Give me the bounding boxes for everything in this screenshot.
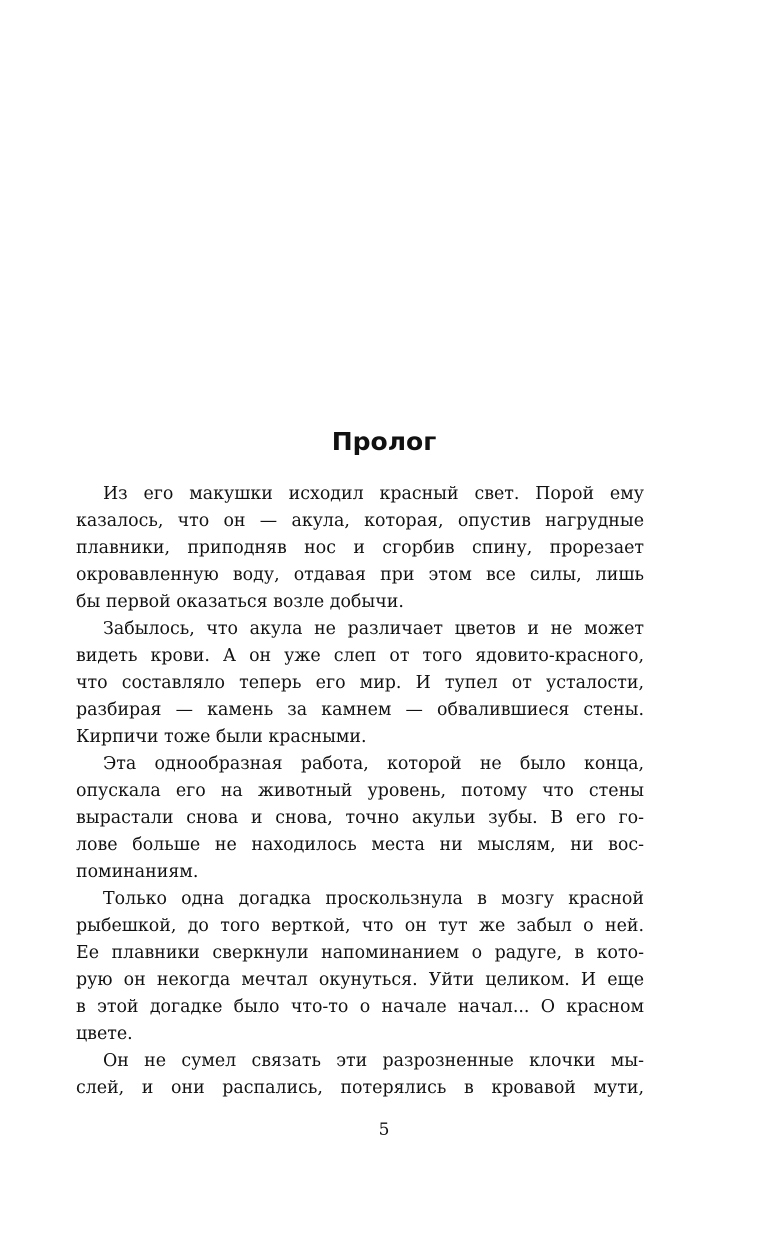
text-line: опускала его на животный уровень, потому что стены [76, 781, 644, 801]
text-line: в этой догадке было что-то о начале начал... О красном [76, 997, 644, 1017]
text-line: разбирая — камень за камнем — обвалившиеся стены. [76, 700, 644, 720]
paragraph [76, 1048, 644, 1102]
text-line: Ее плавники сверкнули напоминанием о радуге, в кото- [76, 943, 644, 963]
text-line: лове больше не находилось места ни мыслям, ни вос- [76, 835, 644, 855]
paragraph [76, 751, 644, 886]
body-text [76, 481, 644, 1102]
paragraph [76, 616, 644, 751]
text-line: Из его макушки исходил красный свет. Порой ему [103, 484, 644, 504]
text-line: поминаниям. [76, 862, 199, 882]
text-line: Забылось, что акула не различает цветов и не может [103, 619, 644, 639]
text-line: видеть крови. А он уже слеп от того ядовито-красного, [76, 646, 644, 666]
text-line: цвете. [76, 1024, 133, 1044]
text-line: Он не сумел связать эти разрозненные клочки мы- [103, 1051, 644, 1071]
page-number: 5 [378, 1120, 390, 1140]
text-line: бы первой оказаться возле добычи. [76, 592, 404, 612]
paragraph [76, 886, 644, 1048]
text-line: Кирпичи тоже были красными. [76, 727, 367, 747]
text-line: рыбешкой, до того верткой, что он тут же забыл о ней. [76, 916, 644, 936]
chapter-title: Пролог [331, 427, 437, 456]
text-line: вырастали снова и снова, точно акульи зубы. В его го- [76, 808, 644, 828]
text-line: казалось, что он — акула, которая, опустив нагрудные [76, 511, 644, 531]
paragraph [76, 481, 644, 616]
text-line: слей, и они распались, потерялись в кровавой мути, [76, 1078, 644, 1098]
text-line: Только одна догадка проскользнула в мозгу красной [103, 889, 644, 909]
text-line: рую он некогда мечтал окунуться. Уйти целиком. И еще [76, 970, 644, 990]
text-line: окровавленную воду, отдавая при этом все силы, лишь [76, 565, 644, 585]
text-line: Эта однообразная работа, которой не было конца, [103, 754, 644, 774]
text-line: что составляло теперь его мир. И тупел от усталости, [76, 673, 644, 693]
text-line: плавники, приподняв нос и сгорбив спину, прорезает [76, 538, 644, 558]
